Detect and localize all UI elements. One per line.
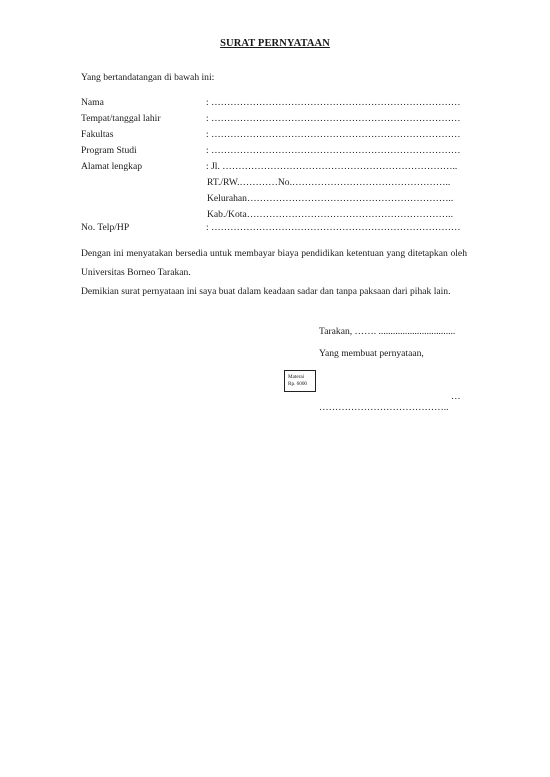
field-label-alamat: Alamat lengkap <box>81 161 143 172</box>
place-date-line: Tarakan, ……. ................................ <box>319 326 456 337</box>
closing-paragraph: Demikian surat pernyataan ini saya buat dalam keadaan sadar dan tanpa paksaan dari pihak lain. <box>81 286 451 297</box>
field-value-kelurahan: Kelurahan……………………………………………………….. <box>207 193 454 204</box>
field-value-kabupaten-kota: Kab./Kota……………………………………………………….. <box>207 209 453 220</box>
signatory-caption: Yang membuat pernyataan, <box>319 348 424 359</box>
signature-dots-short: … <box>451 391 461 402</box>
intro-text: Yang bertandatangan di bawah ini: <box>81 72 215 83</box>
field-value-nama: : …………………………………………………………………… <box>206 97 461 108</box>
field-label-fakultas: Fakultas <box>81 129 114 140</box>
field-label-telp: No. Telp/HP <box>81 222 130 233</box>
field-value-fakultas: : …………………………………………………………………… <box>206 129 461 140</box>
field-value-telp: : …………………………………………………………………… <box>206 222 461 233</box>
duty-stamp-box <box>284 370 316 392</box>
field-value-rt-rw: RT./RW.…………No.………………………………………….. <box>207 177 451 188</box>
field-value-tempat-tanggal-lahir: : …………………………………………………………………… <box>206 113 461 124</box>
signature-name-line: ………………………………….. <box>319 402 449 413</box>
document-title: SURAT PERNYATAAN <box>220 38 330 49</box>
field-label-tempat-tanggal-lahir: Tempat/tanggal lahir <box>81 113 161 124</box>
stamp-amount: Rp. 6000 <box>288 380 308 387</box>
field-value-alamat-jalan: : Jl. ……………………………………………………………….. <box>206 161 458 172</box>
field-label-nama: Nama <box>81 97 104 108</box>
field-value-program-studi: : …………………………………………………………………… <box>206 145 461 156</box>
field-label-program-studi: Program Studi <box>81 145 137 156</box>
stamp-label: Materai <box>288 374 305 380</box>
statement-paragraph: Dengan ini menyatakan bersedia untuk membayar biaya pendidikan ketentuan yang ditetapkan oleh Universitas Borneo Tarakan. <box>81 248 467 278</box>
